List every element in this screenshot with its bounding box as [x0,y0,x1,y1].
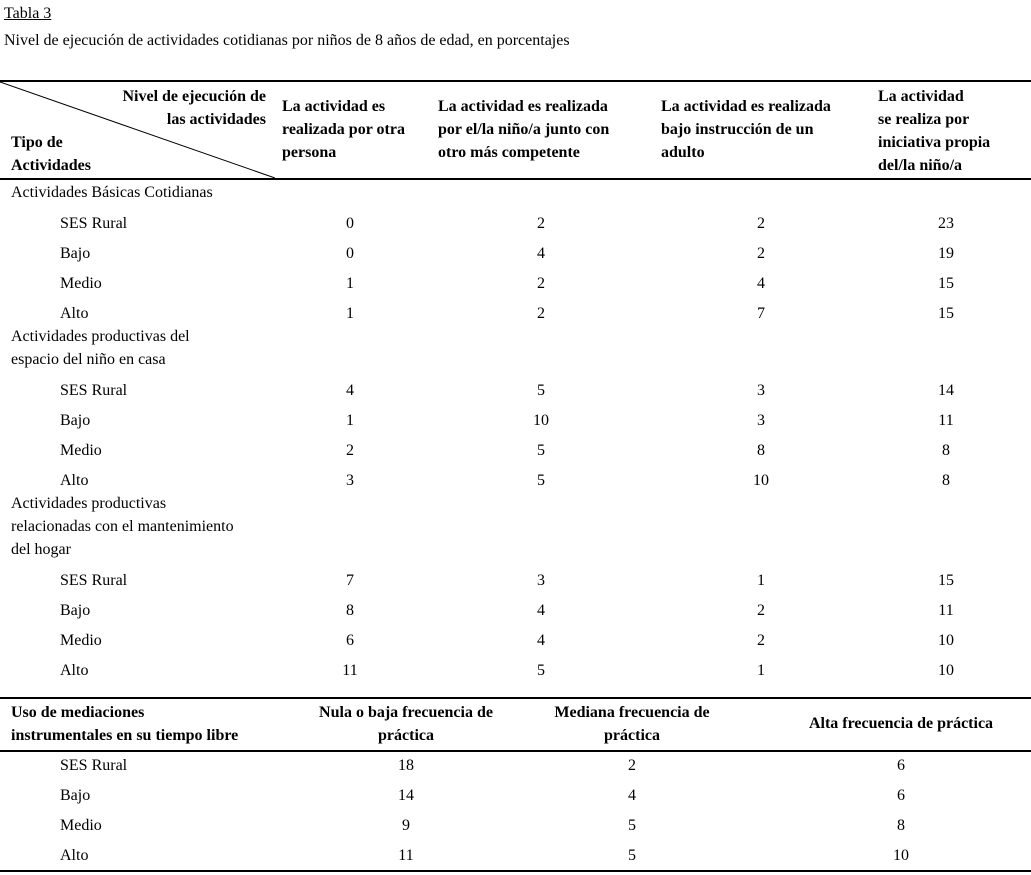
row-label: Bajo [60,602,91,619]
row-label: SES Rural [60,757,128,774]
cell-value: 8 [897,817,905,834]
row-label: Medio [60,442,102,459]
cell-value: 3 [346,472,354,489]
column-header: otro más competente [438,144,580,161]
cell-value: 5 [537,662,545,679]
column-header: se realiza por [878,111,970,128]
row-label: Medio [60,275,102,292]
cell-value: 5 [537,442,545,459]
part2-column-header: práctica [378,727,434,744]
row-label: Bajo [60,787,91,804]
cell-value: 2 [537,215,545,232]
cell-value: 5 [628,847,636,864]
corner-header-level: las actividades [166,111,266,128]
row-label: Bajo [60,245,91,262]
cell-value: 1 [757,572,765,589]
column-header: iniciativa propia [878,134,991,151]
cell-value: 4 [346,382,354,399]
cell-value: 6 [897,757,905,774]
cell-value: 1 [346,275,354,292]
row-label: Medio [60,632,102,649]
row-label: SES Rural [60,382,128,399]
row-label: SES Rural [60,572,128,589]
row-label: Alto [60,472,89,489]
cell-value: 11 [342,662,358,679]
cell-value: 14 [398,787,414,804]
cell-value: 6 [897,787,905,804]
cell-value: 4 [537,632,545,649]
cell-value: 8 [942,442,950,459]
column-header: por el/la niño/a junto con [438,121,610,138]
section-label: Actividades productivas [11,495,167,512]
part2-header-rule [0,750,1031,752]
part2-top-rule [0,697,1031,699]
cell-value: 11 [938,602,954,619]
table-caption: Nivel de ejecución de actividades cotidianas por niños de 8 años de edad, en porcentajes [4,32,570,49]
cell-value: 18 [398,757,414,774]
cell-value: 2 [537,305,545,322]
part2-row-header: Uso de mediaciones [11,704,145,721]
bottom-rule [0,870,1031,872]
row-label: Alto [60,847,89,864]
cell-value: 8 [757,442,765,459]
column-header: realizada por otra [282,121,405,138]
column-header: La actividad es realizada [661,98,831,115]
cell-value: 2 [757,632,765,649]
cell-value: 10 [938,632,954,649]
section-label: relacionadas con el mantenimiento [11,518,234,535]
cell-value: 0 [346,215,354,232]
cell-value: 6 [346,632,354,649]
part2-row-header: instrumentales en su tiempo libre [11,727,239,744]
row-label: Medio [60,817,102,834]
part2-column-header: práctica [604,727,660,744]
cell-value: 15 [938,572,954,589]
section-label: Actividades productivas del [11,328,190,345]
cell-value: 7 [757,305,765,322]
cell-value: 11 [398,847,414,864]
cell-value: 10 [938,662,954,679]
cell-value: 3 [757,382,765,399]
row-label: Bajo [60,412,91,429]
cell-value: 10 [753,472,769,489]
cell-value: 3 [537,572,545,589]
row-label: SES Rural [60,215,128,232]
cell-value: 2 [628,757,636,774]
header-rule [0,178,1031,180]
cell-value: 9 [402,817,410,834]
corner-header-type: Tipo de [11,134,63,151]
cell-value: 23 [938,215,954,232]
cell-value: 7 [346,572,354,589]
cell-value: 2 [757,245,765,262]
cell-value: 11 [938,412,954,429]
section-label: del hogar [11,541,71,558]
column-header: La actividad es [282,98,386,115]
cell-value: 5 [537,472,545,489]
cell-value: 5 [628,817,636,834]
part2-column-header: Nula o baja frecuencia de [319,704,493,721]
cell-value: 4 [537,245,545,262]
corner-header-type: Actividades [11,157,91,174]
cell-value: 1 [757,662,765,679]
cell-value: 3 [757,412,765,429]
column-header: La actividad es realizada [438,98,608,115]
section-label: espacio del niño en casa [11,351,166,368]
part2-column-header: Alta frecuencia de práctica [808,715,994,732]
row-label: Alto [60,662,89,679]
cell-value: 0 [346,245,354,262]
row-label: Alto [60,305,89,322]
section-label: Actividades Básicas Cotidianas [11,184,213,201]
cell-value: 8 [942,472,950,489]
cell-value: 15 [938,305,954,322]
cell-value: 4 [628,787,636,804]
cell-value: 2 [757,602,765,619]
cell-value: 15 [938,275,954,292]
column-header: La actividad [878,88,964,105]
cell-value: 5 [537,382,545,399]
cell-value: 2 [757,215,765,232]
column-header: adulto [661,144,705,161]
column-header: del/la niño/a [878,157,963,174]
table-number: Tabla 3 [4,5,52,22]
cell-value: 19 [938,245,954,262]
column-header: persona [282,144,337,161]
cell-value: 8 [346,602,354,619]
cell-value: 4 [537,602,545,619]
cell-value: 4 [757,275,765,292]
cell-value: 10 [533,412,549,429]
part2-column-header: Mediana frecuencia de [554,704,710,721]
cell-value: 1 [346,305,354,322]
cell-value: 2 [537,275,545,292]
cell-value: 10 [893,847,909,864]
cell-value: 2 [346,442,354,459]
corner-header-level: Nivel de ejecución de [122,88,266,105]
cell-value: 1 [346,412,354,429]
cell-value: 14 [938,382,954,399]
column-header: bajo instrucción de un [661,121,814,138]
